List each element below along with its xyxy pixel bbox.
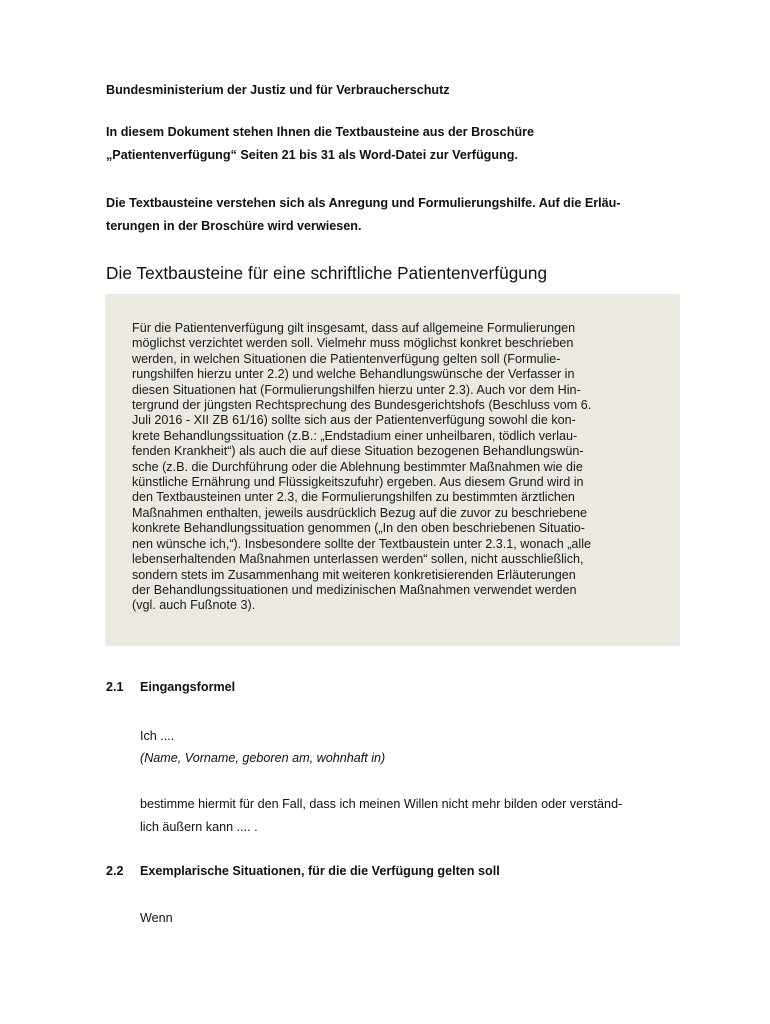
info-line: (vgl. auch Fußnote 3). <box>132 598 256 613</box>
info-line: tergrund der jüngsten Rechtsprechung des Bundesgerichtshofs (Beschluss vom 6. <box>132 398 592 413</box>
section-number: 2.1 <box>106 680 124 694</box>
ministry-line: Bundesministerium der Justiz und für Verbraucherschutz <box>106 83 450 97</box>
info-line: Juli 2016 - XII ZB 61/16) sollte sich aus der Patientenverfügung sowohl die kon- <box>132 413 576 428</box>
document-title: Die Textbausteine für eine schriftliche Patientenverfügung <box>106 263 548 283</box>
section-title: Eingangsformel <box>140 680 236 694</box>
ministry-name <box>106 79 706 102</box>
note-line-1: Die Textbausteine verstehen sich als Anregung und Formulierungshilfe. Auf die Erläu- <box>106 196 621 210</box>
info-line: diesen Situationen hat (Formulierungshilfen hierzu unter 2.3). Auch vor dem Hin- <box>132 382 581 397</box>
info-line: möglichst verzichtet werden soll. Vielmehr muss möglichst konkret beschrieben <box>132 336 574 351</box>
info-line: der Behandlungssituationen und medizinischen Maßnahmen verwendet werden <box>132 582 577 597</box>
info-line: konkrete Behandlungssituation genommen („In den oben beschriebenen Situatio- <box>132 521 585 536</box>
section-title: Exemplarische Situationen, für die die Verfügung gelten soll <box>140 864 500 878</box>
section-number: 2.2 <box>106 864 124 878</box>
info-line: sondern stets im Zusammenhang mit weiteren konkretisierenden Erläuterungen <box>132 567 576 582</box>
info-line: sche (z.B. die Durchführung oder die Ablehnung bestimmter Maßnahmen wie die <box>132 459 583 474</box>
intro-paragraph <box>106 121 706 167</box>
declaration-line-2: lich äußern kann .... . <box>140 820 258 834</box>
info-line: krete Behandlungssituation (z.B.: „Endstadium einer unheilbaren, tödlich verlau- <box>132 428 578 443</box>
wenn-line: Wenn <box>140 911 173 925</box>
info-line: Für die Patientenverfügung gilt insgesamt, dass auf allgemeine Formulierungen <box>132 321 576 335</box>
personal-data-hint: (Name, Vorname, geboren am, wohnhaft in) <box>140 751 386 765</box>
info-line: rungshilfen hierzu unter 2.2) und welche Behandlungswünsche der Verfasser in <box>132 367 575 382</box>
info-line: nen wünsche ich,“). Insbesondere sollte der Textbaustein unter 2.3.1, wonach „alle <box>132 536 592 551</box>
ich-line: Ich .... <box>140 729 175 743</box>
info-line: Maßnahmen enthalten, jeweils ausdrücklich Bezug auf die zuvor zu beschriebene <box>132 505 588 520</box>
declaration-paragraph <box>140 793 700 839</box>
info-box-text <box>132 321 654 614</box>
info-box <box>105 294 680 646</box>
intro-line-1: In diesem Dokument stehen Ihnen die Textbausteine aus der Broschüre <box>106 125 535 139</box>
declaration-line-1: bestimme hiermit für den Fall, dass ich meinen Willen nicht mehr bilden oder verständ- <box>140 797 623 811</box>
section-heading-2-1 <box>106 680 235 694</box>
info-line: fenden Krankheit“) als auch die auf diese Situation bezogenen Behandlungswün- <box>132 444 584 459</box>
note-line-2: terungen in der Broschüre wird verwiesen. <box>106 219 362 233</box>
info-line: den Textbausteinen unter 2.3, die Formulierungshilfen zu bestimmten ärztlichen <box>132 490 575 505</box>
info-line: künstliche Ernährung und Flüssigkeitszufuhr) ergeben. Aus diesem Grund wird in <box>132 475 584 490</box>
section-heading-2-2 <box>106 864 500 878</box>
intro-line-2: „Patientenverfügung“ Seiten 21 bis 31 als Word-Datei zur Verfügung. <box>106 148 518 162</box>
info-line: lebenserhaltenden Maßnahmen unterlassen werden“ sollen, nicht ausschließlich, <box>132 552 584 567</box>
info-line: werden, in welchen Situationen die Patientenverfügung gelten soll (Formulie- <box>132 351 561 366</box>
note-paragraph <box>106 192 706 238</box>
